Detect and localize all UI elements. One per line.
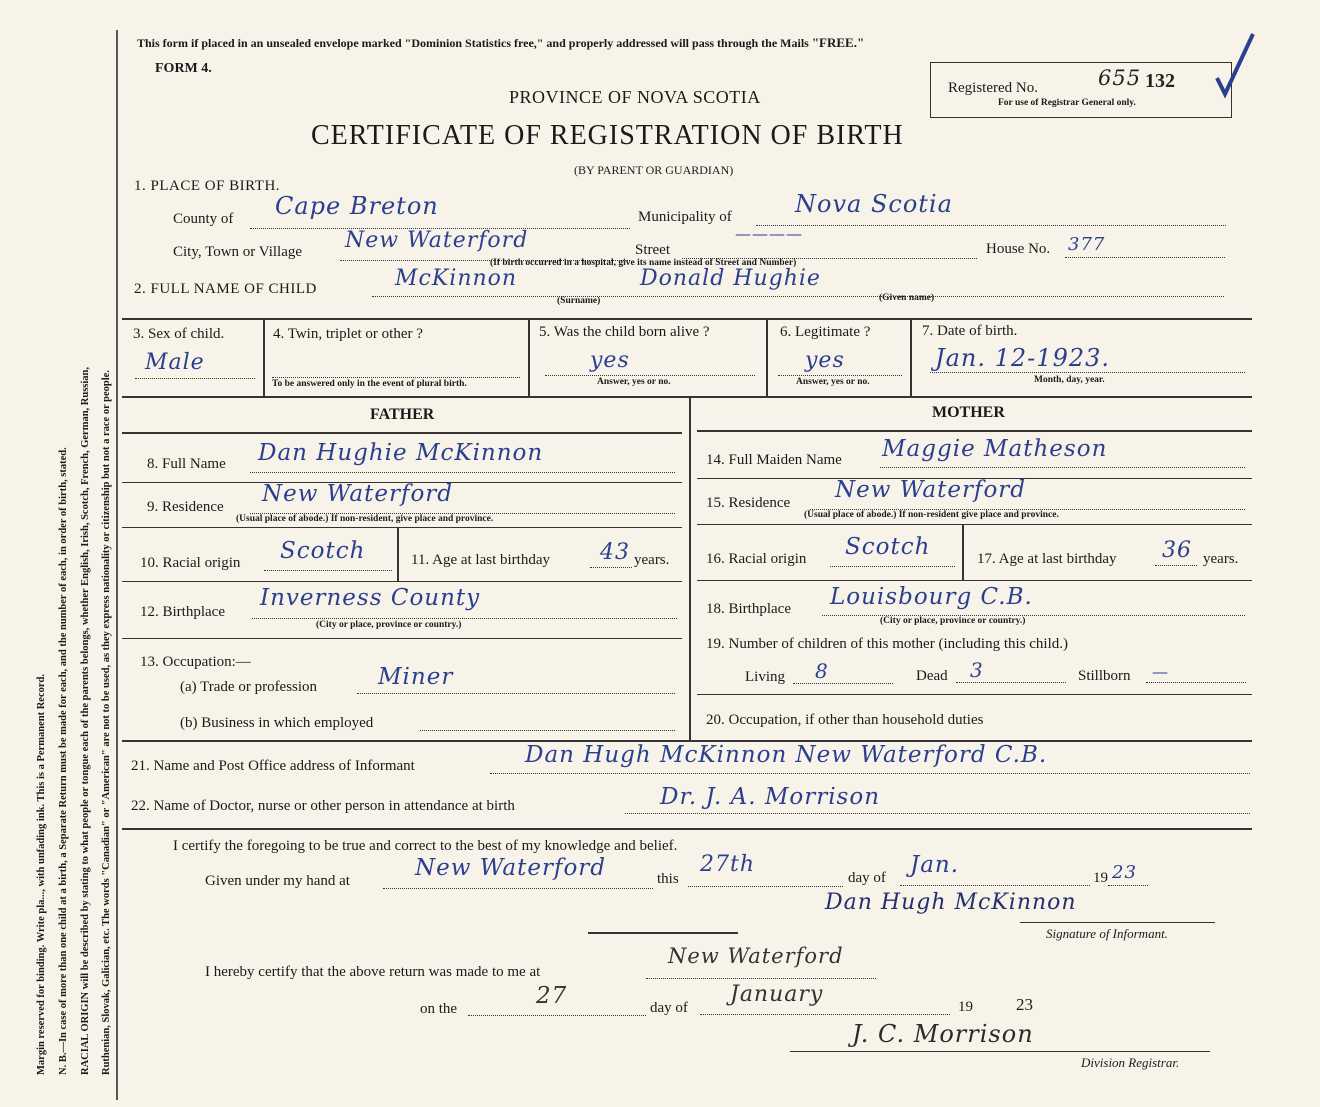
stillborn-line <box>1146 682 1246 683</box>
mother-age-value: 36 <box>1162 538 1192 563</box>
city-value: New Waterford <box>345 228 529 253</box>
mother-residence-note: (Usual place of abode.) If non-resident give place and province. <box>804 510 1059 520</box>
return-onthe-label: on the <box>420 1001 458 1017</box>
return-year-prefix: 19 <box>958 999 973 1015</box>
twin-note: To be answered only in the event of plural birth. <box>272 379 467 389</box>
informant-value: Dan Hugh McKinnon New Waterford C.B. <box>525 742 1048 768</box>
return-month-value: January <box>730 982 824 1007</box>
return-place-value: New Waterford <box>668 944 844 968</box>
twin-line <box>272 377 520 378</box>
municipality-label: Municipality of <box>638 209 732 225</box>
doctor-value: Dr. J. A. Morrison <box>660 784 881 810</box>
given-year-value: 23 <box>1112 862 1137 883</box>
municipality-line <box>756 225 1226 226</box>
sex-value: Male <box>145 350 205 375</box>
living-label: Living <box>745 669 785 685</box>
registrar-signature: J. C. Morrison <box>852 1020 1034 1048</box>
row3-divider-4 <box>910 318 912 396</box>
mother-racial-divider <box>962 524 964 580</box>
mother-name-line <box>880 467 1245 468</box>
sex-label: 3. Sex of child. <box>133 326 225 342</box>
house-number-value: 377 <box>1068 234 1106 255</box>
province-heading: PROVINCE OF NOVA SCOTIA <box>509 87 761 107</box>
mother-racial-line <box>830 566 955 567</box>
father-age-value: 43 <box>600 540 630 565</box>
father-racial-divider <box>397 527 399 581</box>
father-birthplace-label: 12. Birthplace <box>140 604 225 620</box>
mother-residence-value: New Waterford <box>835 477 1027 503</box>
father-birthplace-line <box>252 618 677 619</box>
sex-line <box>135 378 255 379</box>
page-subtitle: (BY PARENT OR GUARDIAN) <box>574 163 734 177</box>
father-age-label: 11. Age at last birthday <box>411 552 550 568</box>
date-of-birth-value: Jan. 12-1923. <box>935 344 1110 372</box>
registered-stamp: 132 <box>1145 70 1175 92</box>
checkmark-icon <box>1215 30 1255 105</box>
informant-label: 21. Name and Post Office address of Informant <box>131 758 415 774</box>
form-number: FORM 4. <box>155 61 212 76</box>
mother-children-label: 19. Number of children of this mother (including this child.) <box>706 636 1069 652</box>
mother-racial-value: Scotch <box>845 534 931 560</box>
margin-racial-origin-note: RACIAL ORIGIN will be described by stating to what people or tongue each of the parents belongs, whether English, Irish, Scotch, French, German, Russian, <box>80 366 91 1075</box>
mail-free: "FREE." <box>811 35 865 50</box>
legitimate-value: yes <box>805 348 845 373</box>
registered-label: Registered No. <box>948 80 1038 96</box>
father-trade-label: (a) Trade or profession <box>180 679 318 695</box>
legitimate-line <box>778 375 902 376</box>
mother-occupation-label: 20. Occupation, if other than household duties <box>706 712 984 728</box>
father-birthplace-note: (City or place, province or country.) <box>316 620 462 630</box>
given-place-value: New Waterford <box>415 855 607 881</box>
registrar-short-rule <box>588 932 738 934</box>
father-trade-line <box>357 693 675 694</box>
given-dayof-label: day of <box>848 870 886 886</box>
mother-birthplace-note: (City or place, province or country.) <box>880 616 1026 626</box>
row3-divider-2 <box>528 318 530 396</box>
stillborn-value: — <box>1152 662 1169 681</box>
father-racial-label: 10. Racial origin <box>140 555 241 571</box>
legitimate-label: 6. Legitimate ? <box>780 324 871 340</box>
row3-divider-3 <box>766 318 768 396</box>
street-value: ———— <box>735 224 803 243</box>
doctor-label: 22. Name of Doctor, nurse or other person in attendance at birth <box>131 798 515 814</box>
father-residence-note: (Usual place of abode.) If non-resident, give place and province. <box>236 514 494 524</box>
legitimate-note: Answer, yes or no. <box>796 377 870 387</box>
mother-birthplace-value: Louisbourg C.B. <box>830 584 1033 610</box>
mother-age-line <box>1155 565 1197 566</box>
date-of-birth-note: Month, day, year. <box>1034 375 1105 385</box>
given-this-label: this <box>657 871 679 887</box>
informant-signature-label: Signature of Informant. <box>1046 926 1168 941</box>
page-title: CERTIFICATE OF REGISTRATION OF BIRTH <box>311 120 904 151</box>
return-day-line <box>468 1015 646 1016</box>
return-month-line <box>700 1014 950 1015</box>
father-racial-line <box>264 570 392 571</box>
dead-label: Dead <box>916 668 948 684</box>
given-year-line <box>1108 885 1148 886</box>
father-name-value: Dan Hughie McKinnon <box>258 440 544 466</box>
father-row-rule-3 <box>122 581 682 582</box>
given-month-value: Jan. <box>910 852 960 878</box>
father-occupation-label: 13. Occupation:— <box>140 654 251 670</box>
child-given-value: Donald Hughie <box>640 266 821 291</box>
row3-top-border <box>122 318 1252 320</box>
living-line <box>793 683 893 684</box>
father-business-label: (b) Business in which employed <box>180 715 374 731</box>
mother-age-label: 17. Age at last birthday <box>977 551 1117 567</box>
father-birthplace-value: Inverness County <box>260 585 481 611</box>
child-surname-value: McKinnon <box>395 266 518 291</box>
municipality-value: Nova Scotia <box>795 190 953 218</box>
informant-signature-line <box>1020 922 1215 923</box>
binding-margin-line <box>116 30 118 1100</box>
mother-name-label: 14. Full Maiden Name <box>706 452 842 468</box>
certification-statement: I certify the foregoing to be true and correct to the best of my knowledge and belief. <box>173 838 678 854</box>
return-day-value: 27 <box>536 983 568 1009</box>
date-of-birth-label: 7. Date of birth. <box>922 323 1018 339</box>
return-label: I hereby certify that the above return was made to me at <box>205 964 541 980</box>
house-number-label: House No. <box>986 241 1051 257</box>
surname-caption: (Surname) <box>557 296 601 306</box>
certification-top-border <box>122 828 1252 830</box>
father-residence-label: 9. Residence <box>147 499 224 515</box>
house-number-line <box>1065 257 1225 258</box>
mother-residence-label: 15. Residence <box>706 495 791 511</box>
mother-racial-label: 16. Racial origin <box>706 551 807 567</box>
father-name-line <box>250 472 675 473</box>
child-name-line <box>372 296 1224 297</box>
hospital-note: (If birth occurred in a hospital, give its name instead of Street and Number) <box>490 258 797 268</box>
mother-heading-rule <box>697 430 1252 432</box>
father-heading-rule <box>122 432 682 434</box>
given-month-line <box>900 885 1090 886</box>
born-alive-value: yes <box>590 348 630 373</box>
doctor-line <box>625 813 1250 814</box>
stillborn-label: Stillborn <box>1078 668 1131 684</box>
return-place-line <box>646 978 876 979</box>
father-row-rule-2 <box>122 527 682 528</box>
given-under-label: Given under my hand at <box>205 873 350 889</box>
mother-row-rule-2 <box>697 524 1252 525</box>
mother-name-value: Maggie Matheson <box>882 436 1108 462</box>
registrar-signature-label: Division Registrar. <box>1081 1055 1180 1070</box>
registered-number: 655 <box>1098 66 1142 90</box>
child-name-label: 2. FULL NAME OF CHILD <box>134 281 317 297</box>
informant-signature: Dan Hugh McKinnon <box>825 890 1077 915</box>
return-dayof-label: day of <box>650 1000 688 1016</box>
street-label: Street <box>635 242 670 258</box>
registrar-signature-line <box>790 1051 1210 1052</box>
father-row-rule-4 <box>122 638 682 639</box>
father-age-line <box>590 567 632 568</box>
place-of-birth-label: 1. PLACE OF BIRTH. <box>134 178 281 194</box>
date-of-birth-line <box>930 372 1245 373</box>
informant-line <box>490 773 1250 774</box>
mail-notice: This form if placed in an unsealed envelope marked "Dominion Statistics free," and properly addressed will pass through the Mails "FREE." <box>137 35 865 50</box>
given-name-caption: (Given name) <box>879 293 935 303</box>
father-heading: FATHER <box>370 406 435 423</box>
county-value: Cape Breton <box>275 192 439 220</box>
given-year-prefix: 19 <box>1093 870 1108 886</box>
county-label: County of <box>173 211 234 227</box>
father-name-label: 8. Full Name <box>147 456 226 472</box>
margin-plural-birth-note: N. B.—In case of more than one child at a birth, a Separate Return must be made for each, and the number of each, in order of birth, stated. <box>58 447 69 1075</box>
living-value: 8 <box>815 659 829 683</box>
father-residence-value: New Waterford <box>262 481 454 507</box>
born-alive-label: 5. Was the child born alive ? <box>539 324 710 340</box>
father-age-unit: years. <box>634 552 670 568</box>
margin-binding-note: Margin reserved for binding. Write pla..., with unfading ink. This is a Permanent Record. <box>36 674 47 1075</box>
margin-racial-origin-note-2: Ruthenian, Slovak, Galician, etc. The words "Canadian" or "American" are not to be used, as they express nationality or citizenship but not a race or people. <box>101 370 112 1075</box>
born-alive-line <box>545 375 755 376</box>
mother-age-unit: years. <box>1203 551 1239 567</box>
given-place-line <box>383 888 653 889</box>
mother-birthplace-label: 18. Birthplace <box>706 601 791 617</box>
dead-value: 3 <box>970 658 984 682</box>
mother-row-rule-3 <box>697 580 1252 581</box>
parents-divider <box>689 396 691 740</box>
father-trade-value: Miner <box>378 664 454 690</box>
father-racial-value: Scotch <box>280 538 366 564</box>
given-day-value: 27th <box>700 852 756 877</box>
return-year-value: 23 <box>1016 995 1033 1014</box>
row3-divider-1 <box>263 318 265 396</box>
registrar-use-note: For use of Registrar General only. <box>998 98 1136 108</box>
row3-bottom-border <box>122 396 1252 398</box>
dead-line <box>956 682 1066 683</box>
mother-heading: MOTHER <box>932 404 1005 421</box>
city-label: City, Town or Village <box>173 244 303 260</box>
given-day-line <box>688 886 843 887</box>
father-business-line <box>420 730 675 731</box>
mother-row-rule-4 <box>697 694 1252 695</box>
twin-label: 4. Twin, triplet or other ? <box>273 326 423 342</box>
born-alive-note: Answer, yes or no. <box>597 377 671 387</box>
